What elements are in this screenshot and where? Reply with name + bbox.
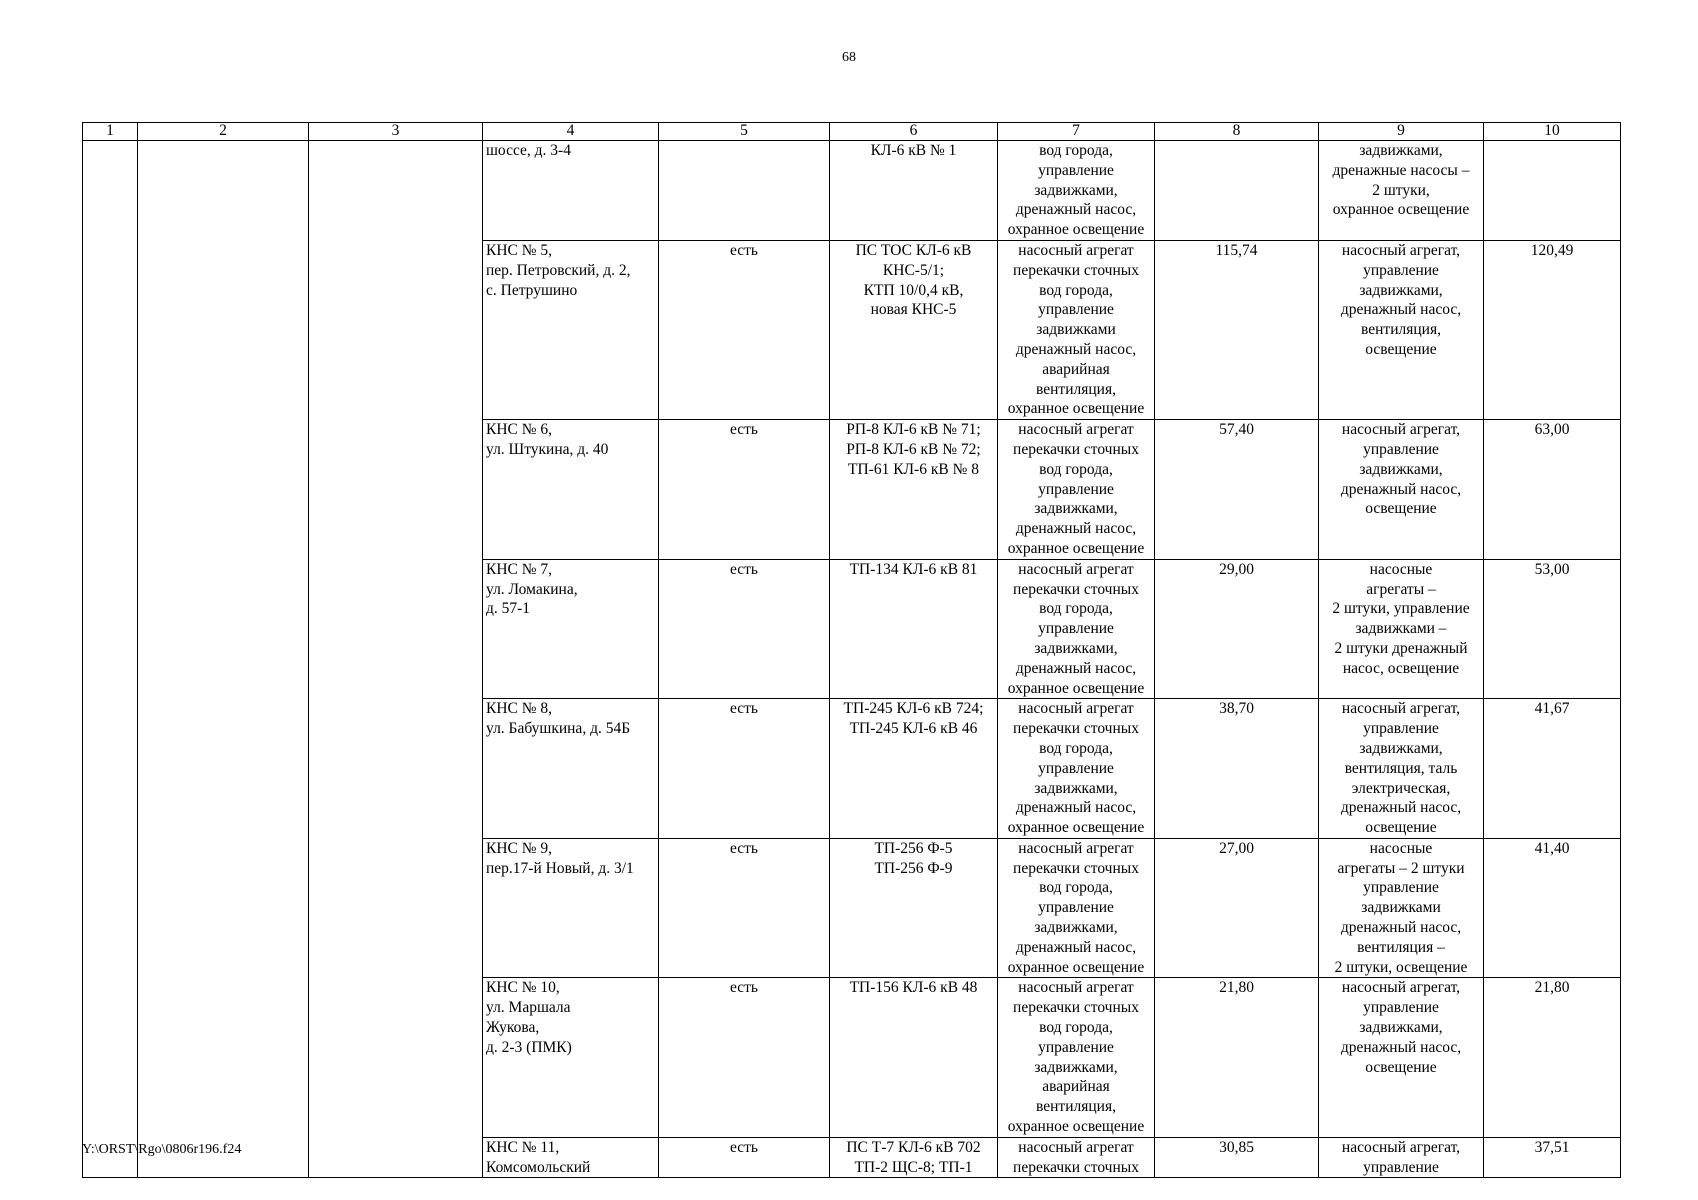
cell-power-value: 38,70: [1155, 699, 1319, 839]
cell-equipment: насосный агрегат перекачки сточных вод города, управление задвижками, аварийная вентиляция, охранное освещение: [998, 978, 1155, 1137]
column-header-3: 3: [309, 123, 483, 141]
cell-consumers: насосный агрегат, управление задвижками, дренажный насос, вентиляция, освещение: [1319, 240, 1484, 419]
cell-consumers: насосный агрегат, управление задвижками, дренажный насос, освещение: [1319, 978, 1484, 1137]
column-header-9: 9: [1319, 123, 1484, 141]
cell-consumers: задвижками, дренажные насосы – 2 штуки, охранное освещение: [1319, 141, 1484, 241]
cell-availability: [659, 141, 830, 241]
cell-total-value: 41,40: [1484, 838, 1621, 978]
cell-equipment: насосный агрегат перекачки сточных вод города, управление задвижками, дренажный насос, охранное освещение: [998, 420, 1155, 560]
cell-consumers: насосные агрегаты – 2 штуки управление задвижками дренажный насос, вентиляция – 2 штуки, освещение: [1319, 838, 1484, 978]
cell-power-source: РП-8 КЛ-6 кВ № 71; РП-8 КЛ-6 кВ № 72; ТП-61 КЛ-6 кВ № 8: [830, 420, 998, 560]
column-header-10: 10: [1484, 123, 1621, 141]
cell-total-value: 53,00: [1484, 559, 1621, 699]
cell-total-value: 41,67: [1484, 699, 1621, 839]
table-body: [83, 141, 1621, 1178]
data-table-container: [82, 122, 1620, 1178]
cell-equipment: вод города, управление задвижками, дренажный насос, охранное освещение: [998, 141, 1155, 241]
cell-address: КНС № 10, ул. Маршала Жукова, д. 2-3 (ПМК): [483, 978, 659, 1137]
cell-availability: есть: [659, 978, 830, 1137]
cell-availability: есть: [659, 559, 830, 699]
cell-power-source: ТП-245 КЛ-6 кВ 724; ТП-245 КЛ-6 кВ 46: [830, 699, 998, 839]
column-header-4: 4: [483, 123, 659, 141]
column-header-7: 7: [998, 123, 1155, 141]
cell-availability: есть: [659, 699, 830, 839]
cell-power-source: КЛ-6 кВ № 1: [830, 141, 998, 241]
cell-availability: есть: [659, 240, 830, 419]
cell-col1-merged: [83, 141, 138, 1178]
cell-address: КНС № 7, ул. Ломакина, д. 57-1: [483, 559, 659, 699]
cell-consumers: насосные агрегаты – 2 штуки, управление задвижками – 2 штуки дренажный насос, освещение: [1319, 559, 1484, 699]
data-table: [82, 122, 1621, 1178]
cell-address: шоссе, д. 3-4: [483, 141, 659, 241]
cell-total-value: 120,49: [1484, 240, 1621, 419]
cell-consumers: насосный агрегат, управление: [1319, 1137, 1484, 1178]
column-header-1: 1: [83, 123, 138, 141]
cell-address: КНС № 8, ул. Бабушкина, д. 54Б: [483, 699, 659, 839]
page-number: 68: [842, 50, 856, 65]
cell-power-value: 21,80: [1155, 978, 1319, 1137]
cell-power-source: ПС Т-7 КЛ-6 кВ 702 ТП-2 ЩС-8; ТП-1: [830, 1137, 998, 1178]
footer-file-path: Y:\ORST\Rgo\0806r196.f24: [82, 1142, 242, 1157]
cell-power-source: ТП-256 Ф-5 ТП-256 Ф-9: [830, 838, 998, 978]
cell-power-value: 57,40: [1155, 420, 1319, 560]
table-row: [83, 141, 1621, 241]
column-header-8: 8: [1155, 123, 1319, 141]
cell-address: КНС № 9, пер.17-й Новый, д. 3/1: [483, 838, 659, 978]
cell-availability: есть: [659, 838, 830, 978]
cell-address: КНС № 5, пер. Петровский, д. 2, с. Петрушино: [483, 240, 659, 419]
cell-power-value: 115,74: [1155, 240, 1319, 419]
cell-consumers: насосный агрегат, управление задвижками, дренажный насос, освещение: [1319, 420, 1484, 560]
cell-power-value: 27,00: [1155, 838, 1319, 978]
column-header-2: 2: [138, 123, 309, 141]
cell-equipment: насосный агрегат перекачки сточных вод города, управление задвижками дренажный насос, аварийная вентиляция, охранное освещение: [998, 240, 1155, 419]
cell-equipment: насосный агрегат перекачки сточных вод города, управление задвижками, дренажный насос, охранное освещение: [998, 559, 1155, 699]
cell-col3-merged: [309, 141, 483, 1178]
cell-power-value: [1155, 141, 1319, 241]
cell-total-value: 21,80: [1484, 978, 1621, 1137]
cell-power-source: ТП-156 КЛ-6 кВ 48: [830, 978, 998, 1137]
cell-col2-merged: [138, 141, 309, 1178]
header-row: [83, 123, 1621, 141]
cell-availability: есть: [659, 1137, 830, 1178]
cell-power-source: ТП-134 КЛ-6 кВ 81: [830, 559, 998, 699]
cell-total-value: 37,51: [1484, 1137, 1621, 1178]
cell-equipment: насосный агрегат перекачки сточных: [998, 1137, 1155, 1178]
cell-power-value: 29,00: [1155, 559, 1319, 699]
column-header-6: 6: [830, 123, 998, 141]
cell-power-source: ПС ТОС КЛ-6 кВ КНС-5/1; КТП 10/0,4 кВ, новая КНС-5: [830, 240, 998, 419]
cell-total-value: [1484, 141, 1621, 241]
cell-address: КНС № 6, ул. Штукина, д. 40: [483, 420, 659, 560]
cell-equipment: насосный агрегат перекачки сточных вод города, управление задвижками, дренажный насос, охранное освещение: [998, 838, 1155, 978]
column-header-5: 5: [659, 123, 830, 141]
cell-equipment: насосный агрегат перекачки сточных вод города, управление задвижками, дренажный насос, охранное освещение: [998, 699, 1155, 839]
cell-address: КНС № 11, Комсомольский: [483, 1137, 659, 1178]
cell-availability: есть: [659, 420, 830, 560]
cell-power-value: 30,85: [1155, 1137, 1319, 1178]
cell-consumers: насосный агрегат, управление задвижками, вентиляция, таль электрическая, дренажный насос, освещение: [1319, 699, 1484, 839]
cell-total-value: 63,00: [1484, 420, 1621, 560]
